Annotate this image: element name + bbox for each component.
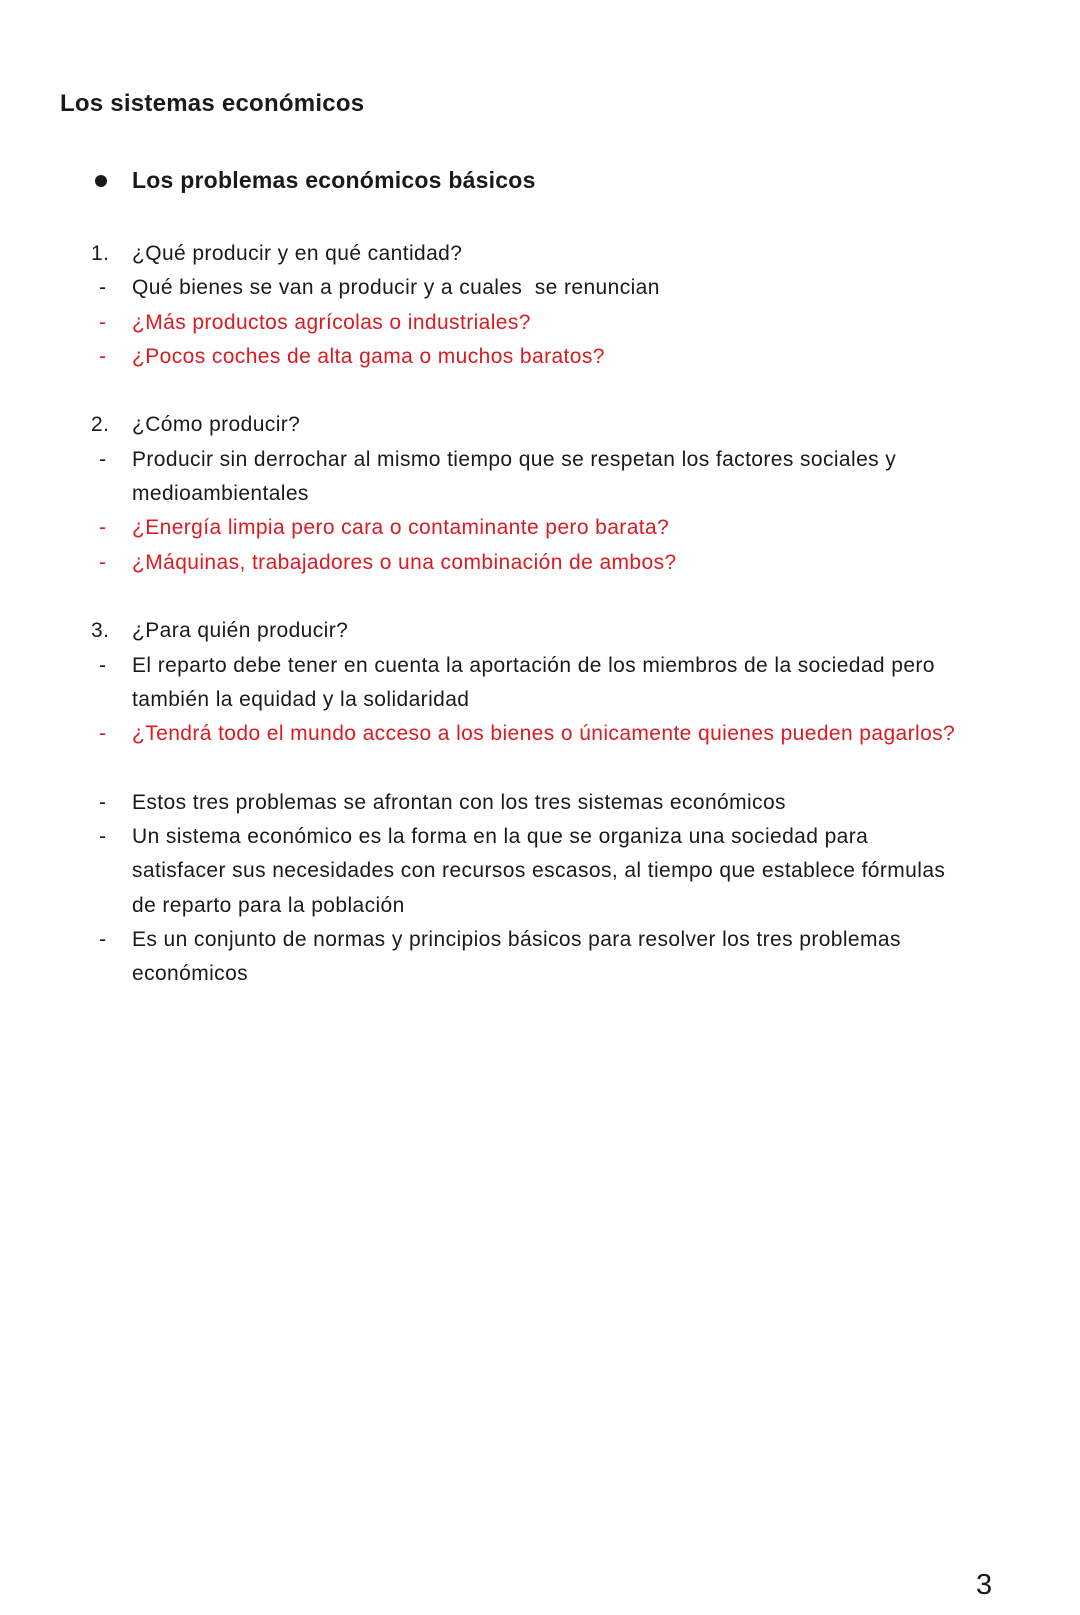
- section-como-producir: [60, 408, 1040, 579]
- page-number: 3: [976, 1569, 993, 1601]
- content-list: [60, 237, 1040, 1026]
- list-row: [60, 683, 1040, 717]
- list-row: [60, 923, 1040, 957]
- list-row: [60, 408, 1040, 442]
- list-marker: 3.: [91, 619, 110, 643]
- list-row: [60, 340, 1040, 374]
- list-row: [60, 306, 1040, 340]
- list-text: también la equidad y la solidaridad: [132, 687, 470, 711]
- list-text: Producir sin derrochar al mismo tiempo que se respetan los factores sociales y: [132, 447, 897, 471]
- list-text: ¿Tendrá todo el mundo acceso a los bienes o únicamente quienes pueden pagarlos?: [132, 722, 956, 746]
- list-text: ¿Energía limpia pero cara o contaminante pero barata?: [132, 516, 670, 540]
- list-text: económicos: [132, 962, 249, 986]
- page-title: Los sistemas económicos: [60, 90, 365, 117]
- list-marker: [60, 889, 132, 923]
- list-text: Es un conjunto de normas y principios básicos para resolver los tres problemas: [132, 927, 901, 951]
- list-row: [60, 477, 1040, 511]
- list-text: Estos tres problemas se afrontan con los tres sistemas económicos: [132, 790, 786, 814]
- list-row: [60, 546, 1040, 580]
- list-marker: -: [99, 344, 107, 368]
- list-marker: -: [99, 653, 107, 677]
- list-marker: -: [99, 790, 107, 814]
- list-row: [60, 854, 1040, 888]
- list-row: [60, 237, 1040, 271]
- list-marker: -: [99, 310, 107, 334]
- list-text: El reparto debe tener en cuenta la aportación de los miembros de la sociedad pero: [132, 653, 935, 677]
- list-text: ¿Para quién producir?: [132, 619, 349, 643]
- list-marker: 1.: [91, 242, 110, 265]
- list-marker: -: [99, 722, 107, 746]
- list-row: [60, 649, 1040, 683]
- list-marker: [60, 854, 132, 888]
- list-marker: [60, 957, 132, 991]
- list-row: [60, 889, 1040, 923]
- list-marker: 2.: [91, 413, 110, 437]
- list-marker: [60, 683, 132, 717]
- list-row: [60, 443, 1040, 477]
- list-row: [60, 271, 1040, 305]
- list-row: [60, 717, 1040, 751]
- list-row: [60, 820, 1040, 854]
- list-text: de reparto para la población: [132, 893, 405, 917]
- section-para-quien-producir: [60, 614, 1040, 751]
- list-text: medioambientales: [132, 482, 309, 506]
- section-sistemas-economicos: [60, 786, 1040, 992]
- list-marker: -: [99, 516, 107, 540]
- list-text: satisfacer sus necesidades con recursos escasos, al tiempo que establece fórmulas: [132, 859, 946, 883]
- list-row: [60, 786, 1040, 820]
- list-row: [60, 511, 1040, 545]
- bullet-heading-label: Los problemas económicos básicos: [132, 167, 536, 193]
- section-que-producir: [60, 237, 1040, 374]
- list-row: [60, 614, 1040, 648]
- list-text: Un sistema económico es la forma en la que se organiza una sociedad para: [132, 825, 869, 849]
- list-text: ¿Cómo producir?: [132, 413, 301, 437]
- list-text: ¿Qué producir y en qué cantidad?: [132, 242, 463, 265]
- list-text: ¿Más productos agrícolas o industriales?: [132, 310, 531, 334]
- list-marker: [60, 477, 132, 511]
- list-text: ¿Máquinas, trabajadores o una combinación de ambos?: [132, 550, 677, 574]
- bullet-heading: [60, 167, 536, 194]
- list-text: Qué bienes se van a producir y a cuales se renuncian: [132, 276, 660, 300]
- list-marker: -: [99, 276, 107, 300]
- list-marker: -: [99, 550, 107, 574]
- list-marker: -: [99, 447, 107, 471]
- bullet-icon: [95, 175, 107, 187]
- list-marker: -: [99, 927, 107, 951]
- list-row: [60, 957, 1040, 991]
- list-text: ¿Pocos coches de alta gama o muchos baratos?: [132, 344, 605, 368]
- list-marker: -: [99, 825, 107, 849]
